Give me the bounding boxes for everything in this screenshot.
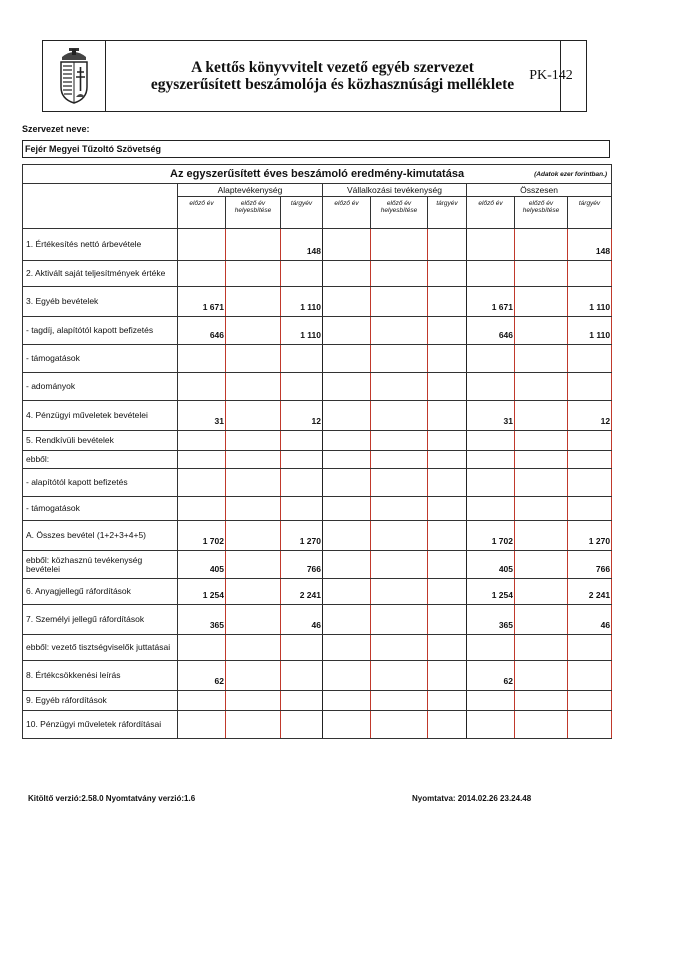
value-cell: [178, 345, 226, 373]
value-cell: [226, 373, 281, 401]
value-cell: [371, 469, 428, 497]
row-label: 7. Személyi jellegű ráfordítások: [23, 605, 178, 635]
value-cell: [568, 497, 612, 521]
value-cell: [515, 691, 568, 711]
value-cell: [428, 661, 467, 691]
value-cell: [568, 431, 612, 451]
value-cell: [371, 373, 428, 401]
value-cell: [371, 635, 428, 661]
value-cell: [371, 345, 428, 373]
value-cell: [226, 345, 281, 373]
value-cell: [226, 287, 281, 317]
value-cell: [226, 451, 281, 469]
hungarian-coat-of-arms-icon: [58, 47, 90, 105]
value-cell: [467, 635, 515, 661]
value-cell: [226, 691, 281, 711]
value-cell: [178, 431, 226, 451]
print-timestamp: Nyomtatva: 2014.02.26 23.24.48: [412, 794, 532, 803]
table-row: [23, 431, 612, 451]
value-cell: 62: [178, 661, 226, 691]
row-label: 6. Anyagjellegű ráfordítások: [23, 579, 178, 605]
table-row: [23, 451, 612, 469]
value-cell: [371, 521, 428, 551]
value-cell: 62: [467, 661, 515, 691]
value-cell: [323, 579, 371, 605]
row-label: - támogatások: [23, 345, 178, 373]
value-cell: [515, 401, 568, 431]
value-cell: [515, 711, 568, 739]
value-cell: [226, 551, 281, 579]
value-cell: 1 702: [178, 521, 226, 551]
value-cell: [281, 451, 323, 469]
value-cell: [428, 551, 467, 579]
value-cell: [226, 229, 281, 261]
value-cell: [467, 711, 515, 739]
value-cell: [428, 605, 467, 635]
value-cell: 1 671: [467, 287, 515, 317]
value-cell: [226, 401, 281, 431]
value-cell: [323, 287, 371, 317]
value-cell: [323, 635, 371, 661]
value-cell: 148: [281, 229, 323, 261]
value-cell: [568, 261, 612, 287]
row-label: 9. Egyéb ráfordítások: [23, 691, 178, 711]
row-label: 8. Értékcsökkenési leírás: [23, 661, 178, 691]
value-cell: [281, 373, 323, 401]
value-cell: [428, 373, 467, 401]
subcol-header: előző év: [178, 197, 226, 229]
row-label: A. Összes bevétel (1+2+3+4+5): [23, 521, 178, 551]
value-cell: [467, 451, 515, 469]
value-cell: 46: [568, 605, 612, 635]
value-cell: [178, 451, 226, 469]
value-cell: [568, 451, 612, 469]
value-cell: [371, 229, 428, 261]
value-cell: [371, 451, 428, 469]
value-cell: [323, 691, 371, 711]
value-cell: 1 110: [568, 317, 612, 345]
value-cell: [428, 579, 467, 605]
value-cell: 148: [568, 229, 612, 261]
value-cell: [467, 229, 515, 261]
value-cell: 766: [568, 551, 612, 579]
value-cell: [515, 229, 568, 261]
value-cell: 1 254: [467, 579, 515, 605]
value-cell: [568, 345, 612, 373]
value-cell: [515, 521, 568, 551]
value-cell: [371, 551, 428, 579]
subcol-header: előző év helyesbítése: [226, 197, 281, 229]
value-cell: [178, 229, 226, 261]
group-header-business: Vállalkozási tevékenység: [323, 184, 467, 197]
value-cell: [568, 635, 612, 661]
value-cell: [323, 317, 371, 345]
value-cell: [371, 401, 428, 431]
row-label: ebből:: [23, 451, 178, 469]
value-cell: [428, 711, 467, 739]
value-cell: [515, 469, 568, 497]
value-cell: 12: [568, 401, 612, 431]
value-cell: [515, 317, 568, 345]
value-cell: [281, 661, 323, 691]
table-row: [23, 661, 612, 691]
subcol-header: tárgyév: [568, 197, 612, 229]
form-code: PK-142: [529, 68, 573, 83]
value-cell: [428, 691, 467, 711]
value-cell: [178, 691, 226, 711]
value-cell: 646: [178, 317, 226, 345]
value-cell: [226, 469, 281, 497]
value-cell: [428, 521, 467, 551]
value-cell: [515, 605, 568, 635]
value-cell: [428, 345, 467, 373]
value-cell: [226, 261, 281, 287]
value-cell: 2 241: [281, 579, 323, 605]
value-cell: 766: [281, 551, 323, 579]
value-cell: [371, 711, 428, 739]
value-cell: [371, 661, 428, 691]
table-row: [23, 469, 612, 497]
row-label: - támogatások: [23, 497, 178, 521]
table-row: [23, 261, 612, 287]
value-cell: [467, 373, 515, 401]
value-cell: [226, 317, 281, 345]
value-cell: 31: [178, 401, 226, 431]
row-label: - tagdíj, alapítótól kapott befizetés: [23, 317, 178, 345]
table-row: [23, 551, 612, 579]
row-label: 2. Aktivált saját teljesítmények értéke: [23, 261, 178, 287]
value-cell: 1 671: [178, 287, 226, 317]
value-cell: [226, 431, 281, 451]
value-cell: [281, 497, 323, 521]
value-cell: 31: [467, 401, 515, 431]
value-cell: [226, 521, 281, 551]
value-cell: [428, 469, 467, 497]
value-cell: 1 270: [568, 521, 612, 551]
value-cell: [371, 579, 428, 605]
group-header-base: Alaptevékenység: [178, 184, 323, 197]
table-row: [23, 691, 612, 711]
value-cell: [323, 469, 371, 497]
value-cell: [323, 711, 371, 739]
value-cell: [467, 345, 515, 373]
value-cell: [178, 373, 226, 401]
value-cell: [178, 711, 226, 739]
value-cell: [178, 497, 226, 521]
subcol-header: előző év helyesbítése: [371, 197, 428, 229]
value-cell: [568, 661, 612, 691]
subcol-header: előző év helyesbítése: [515, 197, 568, 229]
value-cell: [467, 497, 515, 521]
form-header: [42, 40, 587, 112]
value-cell: [515, 579, 568, 605]
table-row: [23, 287, 612, 317]
value-cell: 365: [467, 605, 515, 635]
value-cell: [568, 469, 612, 497]
value-cell: [515, 345, 568, 373]
row-label: 1. Értékesítés nettó árbevétele: [23, 229, 178, 261]
value-cell: [281, 469, 323, 497]
value-cell: 2 241: [568, 579, 612, 605]
value-cell: [515, 431, 568, 451]
value-cell: [371, 431, 428, 451]
table-body: [23, 229, 612, 739]
value-cell: [178, 469, 226, 497]
value-cell: [568, 691, 612, 711]
label-header-cell: [23, 184, 178, 229]
value-cell: [428, 635, 467, 661]
value-cell: [371, 691, 428, 711]
table-row: [23, 605, 612, 635]
value-cell: [515, 261, 568, 287]
value-cell: [428, 287, 467, 317]
form-title-line2: egyszerűsített beszámolója és közhasznúsági melléklete: [150, 76, 515, 93]
row-label: ebből: közhasznú tevékenység bevételei: [23, 551, 178, 579]
form-title-line1: A kettős könyvvitelt vezető egyéb szervezet: [191, 59, 474, 76]
value-cell: [568, 711, 612, 739]
subcol-header: előző év: [467, 197, 515, 229]
value-cell: 1 110: [281, 317, 323, 345]
value-cell: 1 702: [467, 521, 515, 551]
value-cell: [323, 261, 371, 287]
value-cell: [323, 497, 371, 521]
subcol-header: előző év: [323, 197, 371, 229]
value-cell: 1 110: [568, 287, 612, 317]
table-row: [23, 317, 612, 345]
subcol-header: tárgyév: [281, 197, 323, 229]
value-cell: 646: [467, 317, 515, 345]
form-title: [105, 41, 561, 111]
value-cell: 1 110: [281, 287, 323, 317]
value-cell: [371, 497, 428, 521]
value-cell: [568, 373, 612, 401]
table-row: [23, 635, 612, 661]
value-cell: [323, 521, 371, 551]
row-label: 4. Pénzügyi műveletek bevételei: [23, 401, 178, 431]
value-cell: 365: [178, 605, 226, 635]
table-title-text: Az egyszerűsített éves beszámoló eredmény-kimutatása: [170, 168, 465, 180]
row-label: - adományok: [23, 373, 178, 401]
value-cell: [371, 605, 428, 635]
value-cell: [371, 317, 428, 345]
row-label: 5. Rendkívüli bevételek: [23, 431, 178, 451]
value-cell: [428, 451, 467, 469]
value-cell: [428, 229, 467, 261]
value-cell: [323, 229, 371, 261]
crest-cell: [43, 41, 106, 111]
value-cell: [323, 373, 371, 401]
table-row: [23, 345, 612, 373]
value-cell: [371, 287, 428, 317]
value-cell: [515, 451, 568, 469]
value-cell: [226, 711, 281, 739]
value-cell: 1 270: [281, 521, 323, 551]
org-label: Szervezet neve:: [22, 124, 90, 134]
value-cell: [467, 691, 515, 711]
value-cell: [428, 261, 467, 287]
value-cell: [226, 635, 281, 661]
value-cell: [515, 635, 568, 661]
table-row: [23, 373, 612, 401]
value-cell: [428, 317, 467, 345]
value-cell: [281, 711, 323, 739]
value-cell: [515, 551, 568, 579]
value-cell: [515, 497, 568, 521]
value-cell: [323, 661, 371, 691]
value-cell: [226, 497, 281, 521]
value-cell: [226, 661, 281, 691]
value-cell: [178, 635, 226, 661]
value-cell: [323, 451, 371, 469]
value-cell: [515, 373, 568, 401]
value-cell: [281, 261, 323, 287]
table-row: [23, 521, 612, 551]
value-cell: 405: [467, 551, 515, 579]
row-label: 10. Pénzügyi műveletek ráfordításai: [23, 711, 178, 739]
value-cell: [428, 401, 467, 431]
value-cell: [428, 431, 467, 451]
table-row: [23, 229, 612, 261]
subcol-header: tárgyév: [428, 197, 467, 229]
value-cell: [371, 261, 428, 287]
value-cell: [323, 605, 371, 635]
table-row: [23, 401, 612, 431]
value-cell: [281, 345, 323, 373]
value-cell: [515, 287, 568, 317]
value-cell: 46: [281, 605, 323, 635]
value-cell: [281, 635, 323, 661]
value-cell: [515, 661, 568, 691]
value-cell: [428, 497, 467, 521]
value-cell: [323, 431, 371, 451]
value-cell: [323, 345, 371, 373]
value-cell: [467, 469, 515, 497]
value-cell: [281, 691, 323, 711]
value-cell: [467, 261, 515, 287]
table-row: [23, 497, 612, 521]
group-header-total: Összesen: [467, 184, 612, 197]
value-cell: [323, 401, 371, 431]
value-cell: [281, 431, 323, 451]
version-info: Kitöltő verzió:2.58.0 Nyomtatvány verzió:1.6: [28, 794, 196, 803]
table-title: [23, 165, 612, 184]
value-cell: [323, 551, 371, 579]
value-cell: 405: [178, 551, 226, 579]
value-cell: [178, 261, 226, 287]
unit-note: (Adatok ezer forintban.): [534, 171, 608, 178]
row-label: ebből: vezető tisztségviselők juttatásai: [23, 635, 178, 661]
org-name-field: Fejér Megyei Tűzoltó Szövetség: [22, 140, 610, 158]
value-cell: 1 254: [178, 579, 226, 605]
table-row: [23, 579, 612, 605]
income-statement-table: [22, 164, 612, 739]
row-label: - alapítótól kapott befizetés: [23, 469, 178, 497]
table-row: [23, 711, 612, 739]
value-cell: [226, 579, 281, 605]
value-cell: 12: [281, 401, 323, 431]
row-label: 3. Egyéb bevételek: [23, 287, 178, 317]
value-cell: [467, 431, 515, 451]
value-cell: [226, 605, 281, 635]
